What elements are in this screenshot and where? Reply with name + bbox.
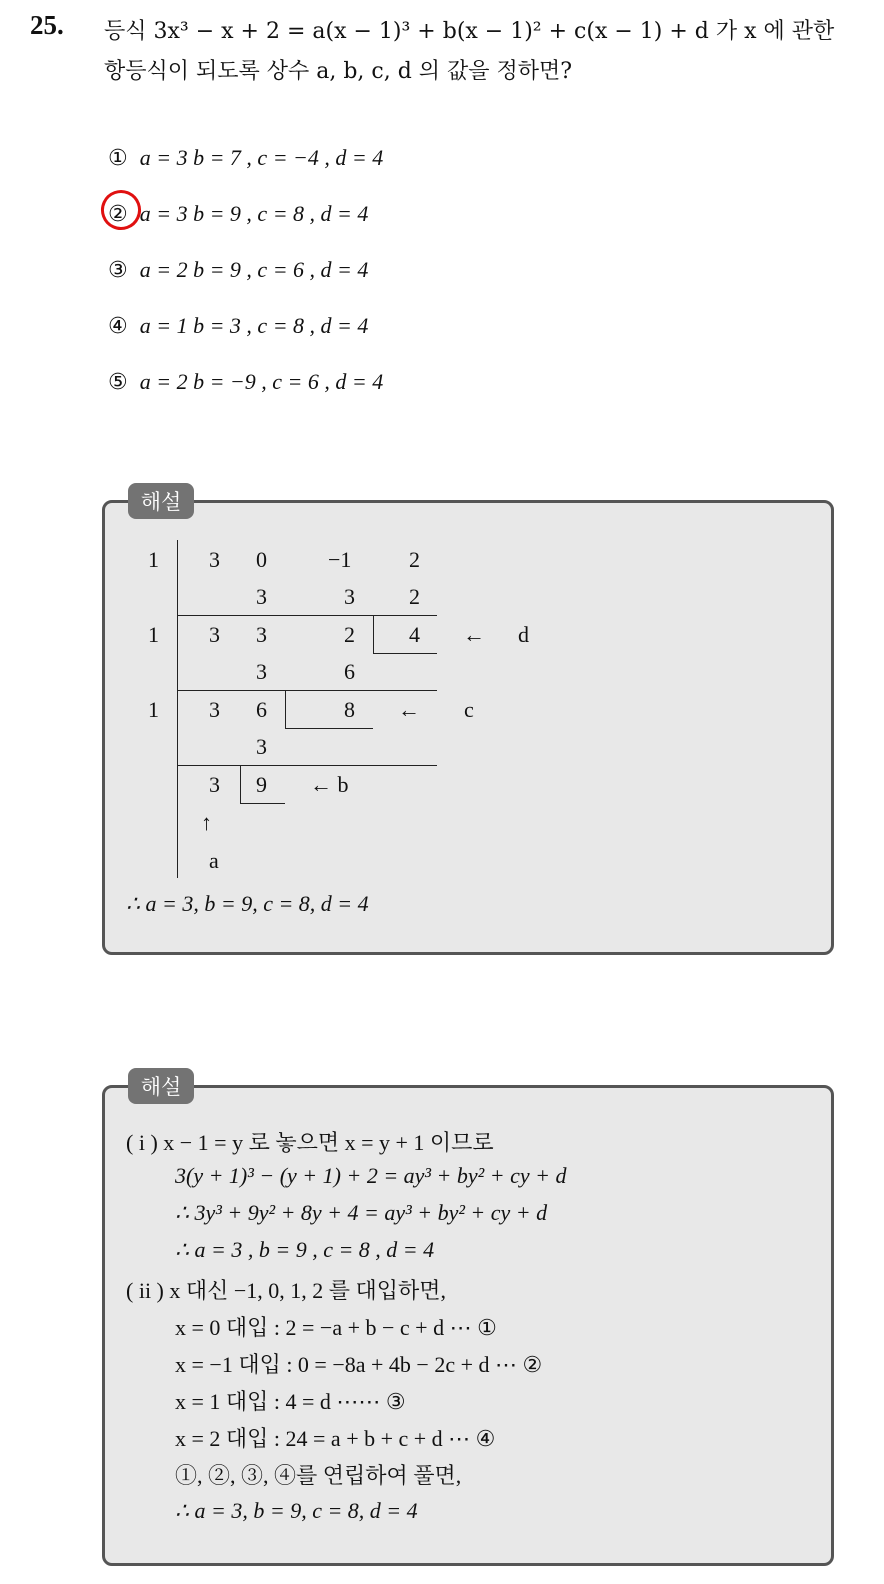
solution2-line-4: ∴ a = 3 , b = 9 , c = 8 , d = 4: [175, 1237, 435, 1262]
remainder-c: 8: [344, 697, 355, 722]
label-d: d: [518, 622, 529, 647]
row4-value: 6: [344, 659, 355, 684]
choice-5[interactable]: [108, 369, 383, 395]
solution2-line-11: ∴ a = 3, b = 9, c = 8, d = 4: [175, 1498, 418, 1523]
choice-3-text: a = 2 b = 9 , c = 6 , d = 4: [139, 257, 369, 282]
question-number: 25.: [30, 10, 64, 40]
choice-5-mark: ⑤: [108, 370, 128, 395]
row4-value: 3: [256, 659, 267, 684]
division-rule: [177, 690, 437, 691]
solution1-conclusion: ∴ a = 3, b = 9, c = 8, d = 4: [126, 891, 369, 916]
row6-value: 3: [256, 734, 267, 759]
remainder-box-line: [373, 653, 437, 654]
solution2-line-2: 3(y + 1)³ − (y + 1) + 2 = ay³ + by² + cy + d: [175, 1163, 567, 1188]
divisor-3: 1: [148, 697, 159, 722]
question-text-line-2: 항등식이 되도록 상수 a, b, c, d 의 값을 정하면?: [104, 59, 573, 84]
remainder-box-line: [240, 765, 241, 803]
solution2-line-10: ①, ②, ③, ④를 연립하여 풀면,: [175, 1463, 462, 1488]
solution2-line-7: x = −1 대입 : 0 = −8a + 4b − 2c + d ⋯ ②: [175, 1352, 543, 1377]
row3-value: 3: [256, 622, 267, 647]
choice-1-text: a = 3 b = 7 , c = −4 , d = 4: [139, 145, 384, 170]
division-vertical-line: [177, 540, 178, 878]
row2-value: 3: [344, 584, 355, 609]
remainder-b: 9: [256, 772, 267, 797]
coef-2: 0: [256, 547, 267, 572]
selected-answer-circle: [95, 184, 146, 235]
choice-4-text: a = 1 b = 3 , c = 8 , d = 4: [139, 313, 369, 338]
row3-value: 3: [209, 622, 220, 647]
solution2-line-6: x = 0 대입 : 2 = −a + b − c + d ⋯ ①: [175, 1315, 497, 1340]
remainder-d: 4: [409, 622, 420, 647]
question-text-line-1: 등식 3x³ − x + 2 = a(x − 1)³ + b(x − 1)² + c(x − 1) + d 가 x 에 관한: [104, 19, 835, 44]
coef-3: −1: [328, 547, 352, 572]
division-rule: [177, 615, 437, 616]
row3-value: 2: [344, 622, 355, 647]
coef-1: 3: [209, 547, 220, 572]
row2-value: 2: [409, 584, 420, 609]
coef-4: 2: [409, 547, 420, 572]
solution2-line-1: ( i ) x − 1 = y 로 놓으면 x = y + 1 이므로: [126, 1130, 494, 1155]
arrow-b: ← b: [310, 772, 349, 797]
up-arrow: ↑: [201, 810, 212, 835]
row2-value: 3: [256, 584, 267, 609]
divisor-1: 1: [148, 547, 159, 572]
choice-3-mark: ③: [108, 258, 128, 283]
remainder-box-line: [285, 728, 373, 729]
choice-5-text: a = 2 b = −9 , c = 6 , d = 4: [139, 369, 384, 394]
choice-1[interactable]: [108, 145, 383, 171]
remainder-box-line: [285, 690, 286, 728]
solution2-line-3: ∴ 3y³ + 9y² + 8y + 4 = ay³ + by² + cy + d: [175, 1200, 548, 1225]
arrow-d: ←: [463, 622, 485, 647]
solution2-line-9: x = 2 대입 : 24 = a + b + c + d ⋯ ④: [175, 1426, 496, 1451]
choice-1-mark: ①: [108, 146, 128, 171]
choice-2-mark: ②: [108, 202, 128, 227]
label-c: c: [464, 697, 474, 722]
choice-2-text: a = 3 b = 9 , c = 8 , d = 4: [139, 201, 369, 226]
choice-2[interactable]: [108, 201, 368, 227]
solution-tag-2: 해설: [128, 1068, 194, 1104]
row5-value: 6: [256, 697, 267, 722]
divisor-2: 1: [148, 622, 159, 647]
quotient-a: 3: [209, 772, 220, 797]
row5-value: 3: [209, 697, 220, 722]
label-a: a: [209, 848, 219, 873]
solution2-line-5: ( ii ) x 대신 −1, 0, 1, 2 를 대입하면,: [126, 1278, 447, 1303]
solution2-line-8: x = 1 대입 : 4 = d ⋯⋯ ③: [175, 1389, 406, 1414]
solution-tag-1: 해설: [128, 483, 194, 519]
remainder-box-line: [240, 803, 285, 804]
remainder-box-line: [373, 615, 374, 653]
division-rule: [177, 765, 437, 766]
arrow-c: ←: [398, 697, 420, 722]
choice-3[interactable]: [108, 257, 368, 283]
choice-4-mark: ④: [108, 314, 128, 339]
choice-4[interactable]: [108, 313, 368, 339]
